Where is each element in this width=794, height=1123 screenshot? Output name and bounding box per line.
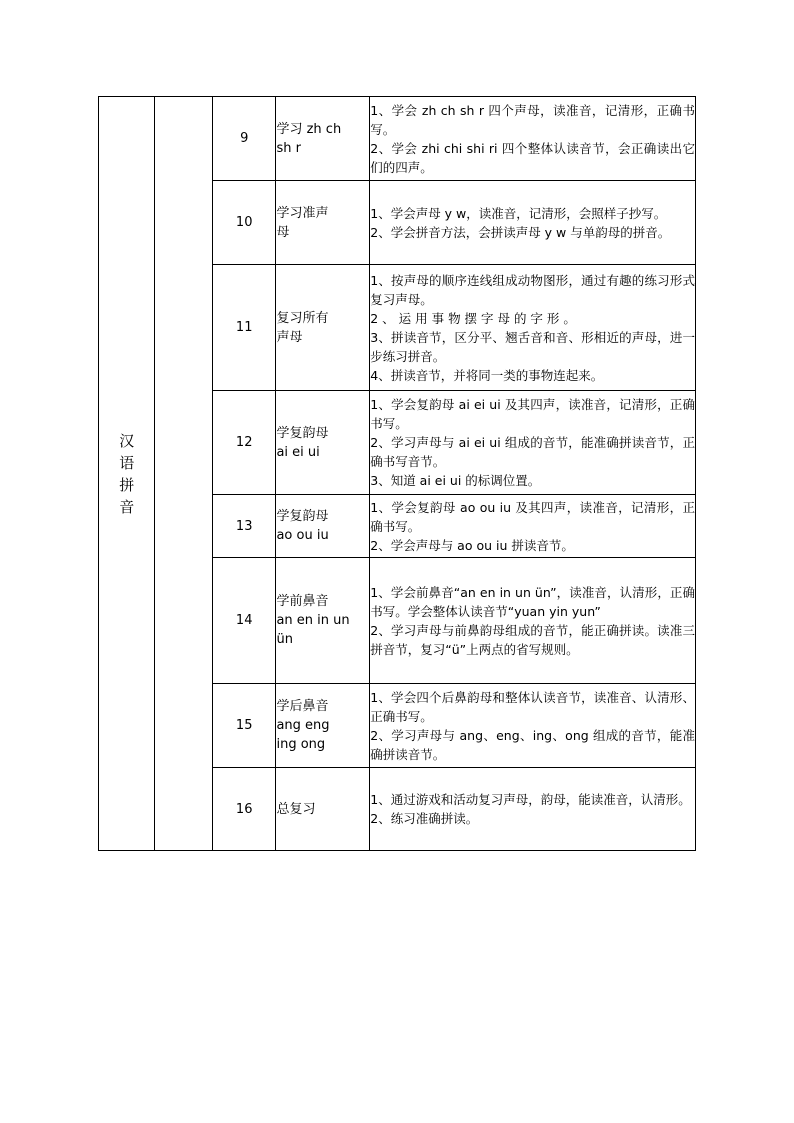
lesson-number: 10 [212,181,276,265]
unit-char: 语 [119,453,135,472]
goal-item: 4、拼读音节，并将同一类的事物连起来。 [370,367,604,383]
goal-item: 2 、 运 用 事 物 摆 字 母 的 字 形 。 [370,310,576,326]
lesson-number: 14 [212,558,276,684]
goal-item: 2、学会声母与 ao ou iu 拼读音节。 [370,537,574,553]
goal-item: 1、学会前鼻音“an en in un ün”，读准音，认清形，正确书写。学会整体认读音节“yuan yin yun” [370,584,695,619]
goal-item: 1、按声母的顺序连线组成动物图形，通过有趣的练习形式复习声母。 [370,272,695,307]
unit-char: 拼 [119,475,135,494]
goal-item: 1、学会 zh ch sh r 四个声母，读准音，记清形，正确书写。 [370,102,695,137]
goal-item: 1、通过游戏和活动复习声母，韵母，能读准音，认清形。 [370,792,691,807]
lesson-goals [370,181,696,265]
lesson-topic [276,768,370,851]
goal-item: 2、学习声母与 ang、eng、ing、ong 组成的音节，能准确拼读音节。 [370,727,695,762]
lesson-goals [370,97,696,181]
topic-line: 母 [276,224,290,240]
topic-line: 学复韵母 [276,509,329,524]
topic-line: ing ong [276,737,326,752]
unit-char: 汉 [119,431,135,450]
lesson-goals [370,265,696,391]
lesson-topic [276,558,370,684]
topic-line: ao ou iu [276,528,329,543]
goal-item: 3、拼读音节，区分平、翘舌音和音、形相近的声母，进一步练习拼音。 [370,329,695,364]
topic-line: 学复韵母 [276,425,329,441]
goal-item: 2、学习声母与 ai ei ui 组成的音节，能准确拼读音节，正确书写音节。 [370,435,695,469]
lesson-goals [370,684,696,768]
topic-line: 复习所有 [276,310,329,326]
lesson-goals [370,391,696,495]
unit-char: 音 [119,497,135,516]
lesson-goals [370,558,696,684]
goal-item: 2、学会拼音方法，会拼读声母 y w 与单韵母的拼音。 [370,224,671,240]
topic-line: 学前鼻音 [276,594,329,609]
lesson-number: 12 [212,391,276,495]
lesson-topic [276,684,370,768]
topic-line: 学习 zh ch [276,121,342,137]
lesson-goals [370,768,696,851]
goal-item: 1、学会声母 y w，读准音，记清形，会照样子抄写。 [370,205,667,221]
topic-line: 总复习 [276,801,316,817]
lesson-number: 15 [212,684,276,768]
lesson-topic [276,391,370,495]
lesson-goals [370,495,696,558]
topic-line: 声母 [276,329,303,345]
table-row [99,97,696,181]
lesson-number: 13 [212,495,276,558]
lesson-topic [276,181,370,265]
table-body [99,97,696,851]
lesson-number: 9 [212,97,276,181]
topic-line: ün [276,632,293,647]
goal-item: 1、学会四个后鼻韵母和整体认读音节，读准音、认清形、正确书写。 [370,689,695,724]
goal-item: 3、知道 ai ei ui 的标调位置。 [370,473,541,488]
blank-column-cell [155,97,212,851]
lesson-topic [276,265,370,391]
topic-line: 学后鼻音 [276,699,329,714]
lesson-number: 11 [212,265,276,391]
topic-line: ang eng [276,718,330,733]
lesson-plan-table [98,96,696,851]
lesson-number: 16 [212,768,276,851]
goal-item: 2、学会 zhi chi shi ri 四个整体认读音节，会正确读出它们的四声。 [370,140,695,175]
goal-item: 2、学习声母与前鼻韵母组成的音节，能正确拼读。读准三拼音节，复习“ü”上两点的省写规则。 [370,622,695,657]
unit-cell [99,97,155,851]
topic-line: an en in un [276,613,350,628]
lesson-topic [276,97,370,181]
topic-line: 学习准声 [276,205,329,221]
topic-line: sh r [276,140,301,156]
topic-line: ai ei ui [276,444,320,460]
goal-item: 2、练习准确拼读。 [370,811,479,826]
lesson-topic [276,495,370,558]
goal-item: 1、学会复韵母 ao ou iu 及其四声，读准音，记清形，正确书写。 [370,499,695,534]
goal-item: 1、学会复韵母 ai ei ui 及其四声，读准音，记清形，正确书写。 [370,397,695,431]
